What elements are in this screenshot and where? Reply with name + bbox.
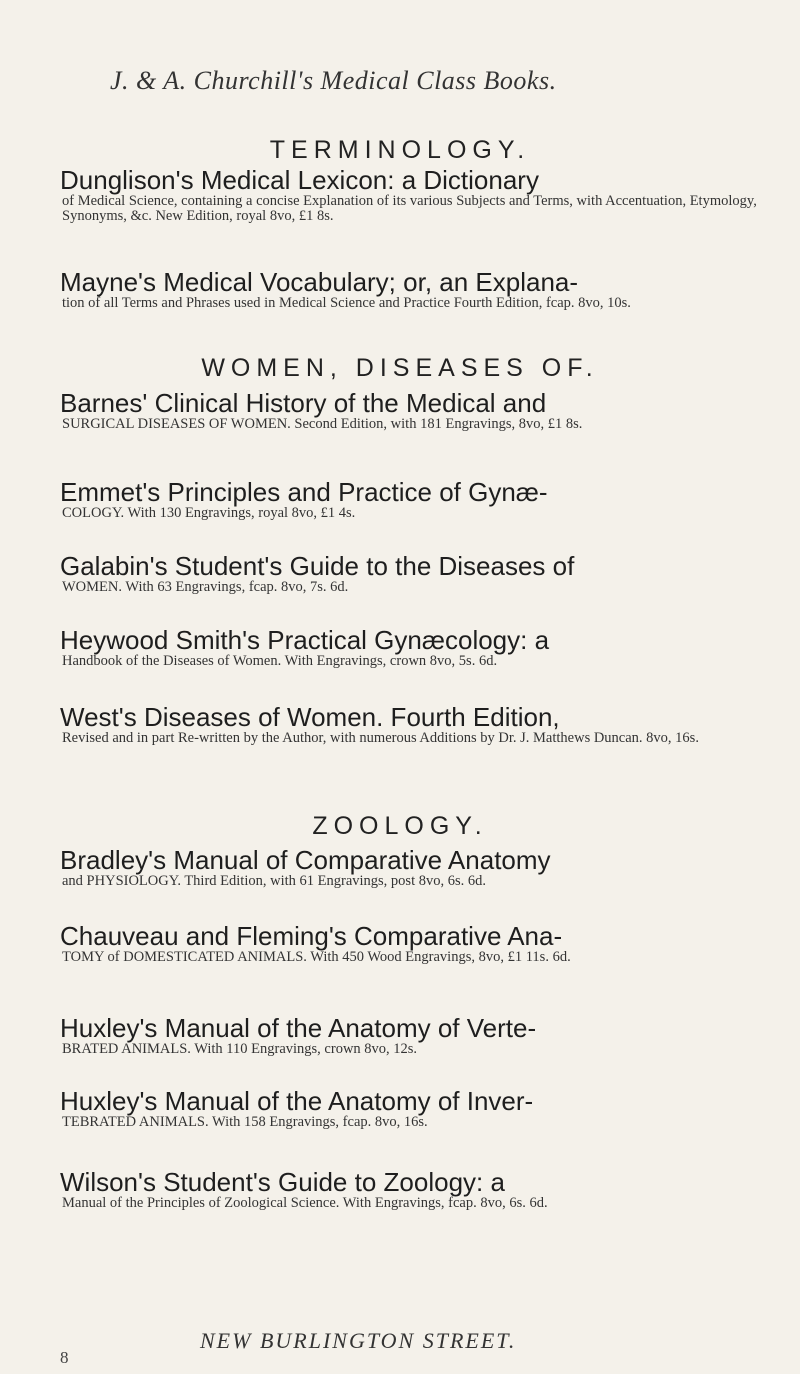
- book-title: West's Diseases of Women. Fourth Edition,: [60, 702, 560, 732]
- book-description: Manual of the Principles of Zoological Science. With Engravings, fcap. 8vo, 6s. 6d.: [62, 1195, 548, 1211]
- book-entry: [60, 478, 760, 521]
- book-title: Emmet's Principles and Practice of Gynæ-: [60, 477, 548, 507]
- book-description: SURGICAL DISEASES OF WOMEN. Second Edition, with 181 Engravings, 8vo, £1 8s.: [62, 416, 583, 432]
- book-title: Bradley's Manual of Comparative Anatomy: [60, 845, 551, 875]
- book-entry: [60, 922, 760, 965]
- book-title: Barnes' Clinical History of the Medical and: [60, 388, 547, 418]
- book-entry: [60, 703, 760, 746]
- page-number: 8: [60, 1348, 69, 1367]
- book-title: Chauveau and Fleming's Comparative Ana-: [60, 921, 563, 951]
- book-description: TOMY of DOMESTICATED ANIMALS. With 450 Wood Engravings, 8vo, £1 11s. 6d.: [62, 949, 571, 965]
- book-entry: [60, 1168, 760, 1211]
- book-entry: [60, 389, 760, 432]
- footer-address: NEW BURLINGTON STREET.: [200, 1328, 517, 1353]
- book-entry: [60, 1087, 760, 1130]
- book-title: Galabin's Student's Guide to the Diseases of: [60, 551, 575, 581]
- book-description: WOMEN. With 63 Engravings, fcap. 8vo, 7s. 6d.: [62, 579, 349, 595]
- book-description: TEBRATED ANIMALS. With 158 Engravings, fcap. 8vo, 16s.: [62, 1114, 428, 1130]
- book-title: Wilson's Student's Guide to Zoology: a: [60, 1167, 505, 1197]
- book-description: BRATED ANIMALS. With 110 Engravings, crown 8vo, 12s.: [62, 1041, 418, 1057]
- book-title: Huxley's Manual of the Anatomy of Verte-: [60, 1013, 537, 1043]
- section-heading-terminology: TERMINOLOGY.: [269, 136, 531, 164]
- book-title: Dunglison's Medical Lexicon: a Dictionary: [60, 165, 539, 195]
- section-heading-women-diseases: WOMEN, DISEASES OF.: [201, 354, 599, 382]
- book-title: Heywood Smith's Practical Gynæcology: a: [60, 625, 550, 655]
- book-description: Handbook of the Diseases of Women. With Engravings, crown 8vo, 5s. 6d.: [62, 653, 498, 669]
- book-entry: [60, 268, 760, 311]
- book-entry: [60, 1014, 760, 1057]
- book-title: Mayne's Medical Vocabulary; or, an Explana-: [60, 267, 579, 297]
- book-description: COLOGY. With 130 Engravings, royal 8vo, £1 4s.: [62, 505, 356, 521]
- book-title: Huxley's Manual of the Anatomy of Inver-: [60, 1086, 534, 1116]
- running-head: J. & A. Churchill's Medical Class Books.: [110, 66, 557, 95]
- section-heading-zoology: ZOOLOGY.: [312, 812, 488, 840]
- book-entry: [60, 552, 760, 595]
- book-description: and PHYSIOLOGY. Third Edition, with 61 Engravings, post 8vo, 6s. 6d.: [62, 873, 486, 889]
- book-description: of Medical Science, containing a concise Explanation of its various Subjects and Terms, with Accentuation, Etymology, Synonyms, &c. New Edition, royal 8vo, £1 8s.: [62, 193, 757, 224]
- book-description: tion of all Terms and Phrases used in Medical Science and Practice Fourth Edition, fcap. 8vo, 10s.: [62, 295, 631, 311]
- book-entry: [60, 626, 760, 669]
- book-description: Revised and in part Re-written by the Author, with numerous Additions by Dr. J. Matthews Duncan. 8vo, 16s.: [62, 730, 699, 746]
- book-entry: [60, 166, 760, 224]
- book-entry: [60, 846, 760, 889]
